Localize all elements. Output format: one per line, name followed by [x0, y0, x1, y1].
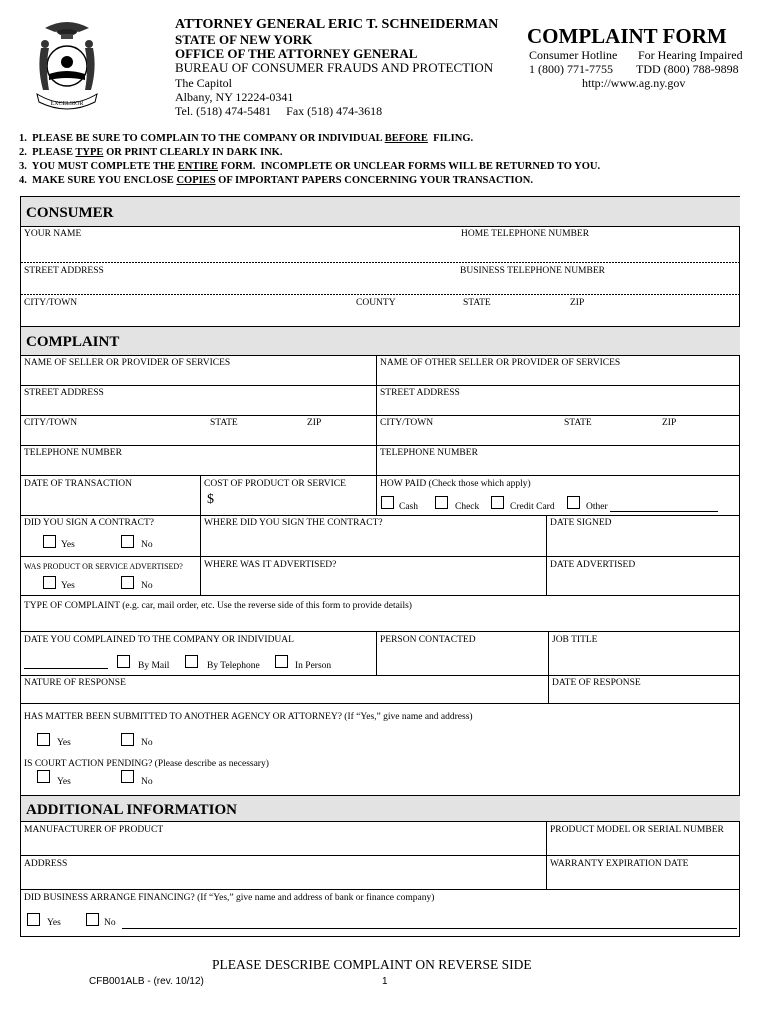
other-seller-street-field[interactable]: STREET ADDRESS: [380, 388, 460, 398]
advertised-no-label: No: [141, 581, 153, 591]
cost-field[interactable]: COST OF PRODUCT OR SERVICE: [204, 479, 346, 489]
court-action-field[interactable]: IS COURT ACTION PENDING? (Please describe as necessary): [24, 759, 269, 769]
in-person-label: In Person: [295, 661, 332, 671]
consumer-zip-field[interactable]: ZIP: [570, 298, 585, 308]
contract-no-label: No: [141, 540, 153, 550]
reverse-side-note: PLEASE DESCRIBE COMPLAINT ON REVERSE SIDE: [212, 957, 532, 972]
hotline-label: Consumer Hotline: [529, 48, 618, 62]
manufacturer-field[interactable]: MANUFACTURER OF PRODUCT: [24, 825, 164, 835]
financing-no-label: No: [104, 918, 116, 928]
where-advertised-field[interactable]: WHERE WAS IT ADVERTISED?: [204, 560, 337, 570]
submitted-agency-field[interactable]: HAS MATTER BEEN SUBMITTED TO ANOTHER AGENCY OR ATTORNEY? (If “Yes,” give name and address): [24, 712, 473, 722]
other-seller-zip-field[interactable]: ZIP: [662, 418, 677, 428]
office-name: OFFICE OF THE ATTORNEY GENERAL: [175, 46, 418, 61]
agency-yes-checkbox[interactable]: [37, 733, 50, 746]
other-seller-name-field[interactable]: NAME OF OTHER SELLER OR PROVIDER OF SERVICES: [380, 358, 621, 368]
other-payment-checkbox[interactable]: [567, 496, 580, 509]
form-title: COMPLAINT FORM: [527, 24, 727, 48]
type-of-complaint-field[interactable]: TYPE OF COMPLAINT (e.g. car, mail order, etc. Use the reverse side of this form to provide details): [24, 601, 412, 611]
in-person-checkbox[interactable]: [275, 655, 288, 668]
date-complained-label: DATE YOU COMPLAINED TO THE COMPANY OR INDIVIDUAL: [24, 635, 294, 645]
your-name-field[interactable]: YOUR NAME: [24, 229, 82, 239]
consumer-street-field[interactable]: STREET ADDRESS: [24, 266, 104, 276]
advertised-no-checkbox[interactable]: [121, 576, 134, 589]
seal-image: [27, 18, 107, 110]
other-seller-state-field[interactable]: STATE: [564, 418, 592, 428]
nature-of-response-field[interactable]: NATURE OF RESPONSE: [24, 678, 126, 688]
financing-yes-label: Yes: [47, 918, 61, 928]
financing-yes-checkbox[interactable]: [27, 913, 40, 926]
court-yes-checkbox[interactable]: [37, 770, 50, 783]
by-telephone-label: By Telephone: [207, 661, 260, 671]
financing-field[interactable]: DID BUSINESS ARRANGE FINANCING? (If “Yes,” give name and address of bank or finance company): [24, 893, 435, 903]
home-phone-field[interactable]: HOME TELEPHONE NUMBER: [461, 229, 590, 239]
hearing-number: TDD (800) 788-9898: [636, 62, 739, 76]
court-no-checkbox[interactable]: [121, 770, 134, 783]
seller-name-field[interactable]: NAME OF SELLER OR PROVIDER OF SERVICES: [24, 358, 231, 368]
state-name: STATE OF NEW YORK: [175, 32, 313, 47]
date-signed-field[interactable]: DATE SIGNED: [550, 518, 612, 528]
credit-card-checkbox[interactable]: [491, 496, 504, 509]
form-code: CFB001ALB - (rev. 10/12): [89, 976, 204, 987]
seller-state-field[interactable]: STATE: [210, 418, 238, 428]
how-paid-label: HOW PAID (Check those which apply): [380, 479, 531, 489]
date-of-response-field[interactable]: DATE OF RESPONSE: [552, 678, 641, 688]
financing-details-line[interactable]: [122, 928, 737, 929]
state-seal: [27, 18, 107, 110]
manufacturer-address-field[interactable]: ADDRESS: [24, 859, 68, 869]
date-of-transaction-field[interactable]: DATE OF TRANSACTION: [24, 479, 133, 489]
by-mail-label: By Mail: [138, 661, 170, 671]
seller-city-field[interactable]: CITY/TOWN: [24, 418, 78, 428]
consumer-state-field[interactable]: STATE: [463, 298, 491, 308]
warranty-field[interactable]: WARRANTY EXPIRATION DATE: [550, 859, 689, 869]
sign-contract-label: DID YOU SIGN A CONTRACT?: [24, 518, 155, 528]
check-label: Check: [455, 502, 480, 512]
bureau-name: BUREAU OF CONSUMER FRAUDS AND PROTECTION: [175, 60, 494, 75]
attorney-general-name: ATTORNEY GENERAL ERIC T. SCHNEIDERMAN: [175, 17, 499, 32]
cash-label: Cash: [399, 502, 418, 512]
address-line1: The Capitol: [175, 76, 232, 90]
where-sign-field[interactable]: WHERE DID YOU SIGN THE CONTRACT?: [204, 518, 383, 528]
consumer-county-field[interactable]: COUNTY: [356, 298, 396, 308]
advertised-label: WAS PRODUCT OR SERVICE ADVERTISED?: [24, 562, 183, 571]
by-mail-checkbox[interactable]: [117, 655, 130, 668]
hearing-label: For Hearing Impaired: [638, 48, 743, 62]
agency-no-checkbox[interactable]: [121, 733, 134, 746]
advertised-yes-label: Yes: [61, 581, 75, 591]
court-no-label: No: [141, 777, 153, 787]
contract-yes-label: Yes: [61, 540, 75, 550]
check-checkbox[interactable]: [435, 496, 448, 509]
additional-section-header: ADDITIONAL INFORMATION: [21, 796, 740, 821]
complaint-section-header: COMPLAINT: [21, 327, 740, 355]
job-title-field[interactable]: JOB TITLE: [552, 635, 598, 645]
seal-motto: EXCELSIOR: [50, 101, 84, 107]
instruction-3: 3. YOU MUST COMPLETE THE ENTIRE FORM. INCOMPLETE OR UNCLEAR FORMS WILL BE RETURNED TO YOU.: [19, 161, 601, 172]
hotline-number: 1 (800) 771-7755: [529, 62, 613, 76]
page-number: 1: [382, 976, 388, 987]
website-link[interactable]: http://www.ag.ny.gov: [582, 76, 686, 90]
business-phone-field[interactable]: BUSINESS TELEPHONE NUMBER: [460, 266, 605, 276]
consumer-city-field[interactable]: CITY/TOWN: [24, 298, 78, 308]
seller-zip-field[interactable]: ZIP: [307, 418, 322, 428]
seller-street-field[interactable]: STREET ADDRESS: [24, 388, 104, 398]
address-line2: Albany, NY 12224-0341: [175, 90, 294, 104]
model-serial-field[interactable]: PRODUCT MODEL OR SERIAL NUMBER: [550, 825, 724, 835]
phone-fax: Tel. (518) 474-5481 Fax (518) 474-3618: [175, 104, 383, 118]
instruction-1: 1. PLEASE BE SURE TO COMPLAIN TO THE COMPANY OR INDIVIDUAL BEFORE FILING.: [19, 133, 474, 144]
person-contacted-field[interactable]: PERSON CONTACTED: [380, 635, 476, 645]
agency-yes-label: Yes: [57, 738, 71, 748]
other-seller-telephone-field[interactable]: TELEPHONE NUMBER: [380, 448, 478, 458]
other-seller-city-field[interactable]: CITY/TOWN: [380, 418, 434, 428]
date-complained-line[interactable]: [24, 668, 108, 669]
date-advertised-field[interactable]: DATE ADVERTISED: [550, 560, 636, 570]
dollar-sign: $: [207, 492, 214, 507]
financing-no-checkbox[interactable]: [86, 913, 99, 926]
court-yes-label: Yes: [57, 777, 71, 787]
consumer-section-header: CONSUMER: [21, 197, 740, 226]
credit-card-label: Credit Card: [510, 502, 555, 512]
agency-no-label: No: [141, 738, 153, 748]
instruction-4: 4. MAKE SURE YOU ENCLOSE COPIES OF IMPORTANT PAPERS CONCERNING YOUR TRANSACTION.: [19, 175, 534, 186]
contract-no-checkbox[interactable]: [121, 535, 134, 548]
other-payment-label: Other: [586, 502, 608, 512]
other-payment-line[interactable]: [610, 511, 718, 512]
instruction-2: 2. PLEASE TYPE OR PRINT CLEARLY IN DARK INK.: [19, 147, 283, 158]
by-telephone-checkbox[interactable]: [185, 655, 198, 668]
cash-checkbox[interactable]: [381, 496, 394, 509]
contract-yes-checkbox[interactable]: [43, 535, 56, 548]
seller-telephone-field[interactable]: TELEPHONE NUMBER: [24, 448, 122, 458]
advertised-yes-checkbox[interactable]: [43, 576, 56, 589]
